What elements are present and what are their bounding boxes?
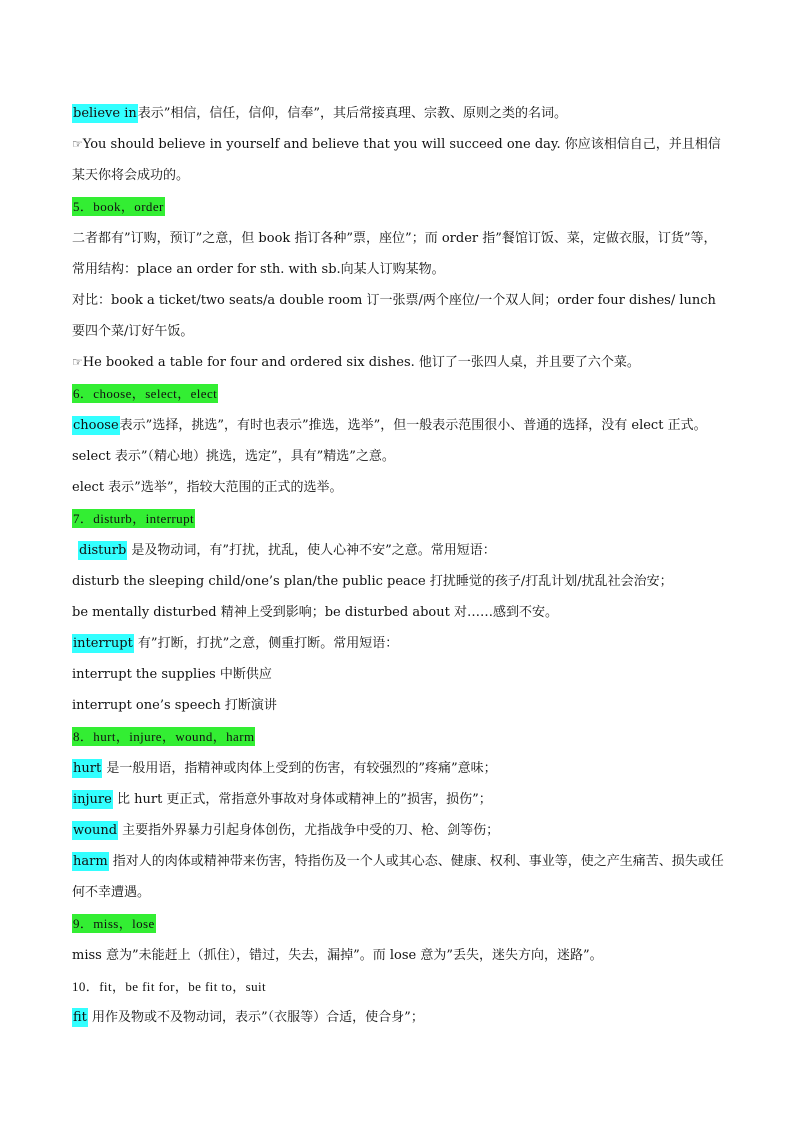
document-content	[72, 98, 724, 1033]
section-8-heading-line	[72, 721, 724, 753]
section-7-paragraph-1	[72, 535, 724, 566]
section-5-paragraph-1: 二者都有”订购，预订”之意，但 book 指订各种”票，座位”；而 order 指”餐馆订饭、菜，定做衣服，订货”等，常用结构：place an order for sth. with sb.向某人订购某物。	[72, 231, 717, 277]
section-6-heading: 6．choose，select，elect	[73, 386, 218, 401]
pointing-hand-icon: ☞	[72, 137, 83, 151]
believe-in-definition	[72, 98, 724, 129]
hurt-desc: 是一般用语，指精神或肉体上受到的伤害，有较强烈的”疼痛”意味；	[102, 761, 497, 776]
section-6-paragraph-1	[72, 410, 724, 472]
wound-definition	[72, 815, 724, 846]
section-5-example	[72, 347, 724, 378]
term-injure: injure	[73, 792, 112, 807]
section-10-heading: 10．fit，be fit for，be fit to，suit	[72, 979, 267, 994]
injure-definition	[72, 784, 724, 815]
hurt-definition	[72, 753, 724, 784]
injure-desc: 比 hurt 更正式，常指意外事故对身体或精神上的”损害，损伤”；	[112, 792, 492, 807]
believe-in-desc: 表示”相信，信任，信仰，信奉”，其后常接真理、宗教、原则之类的名词。	[137, 106, 568, 121]
term-choose: choose	[73, 418, 119, 433]
section-9-paragraph-1: miss 意为”未能赶上（抓住），错过，失去，漏掉”。而 lose 意为”丢失，迷失方向，迷路”。	[72, 948, 603, 963]
interrupt-desc: 有”打断，打扰”之意，侧重打断。常用短语：	[133, 636, 399, 651]
harm-definition	[72, 846, 724, 908]
wound-desc: 主要指外界暴力引起身体创伤，尤指战争中受的刀、枪、剑等伤；	[118, 823, 500, 838]
section-7-heading-line	[72, 503, 724, 535]
choose-desc: 表示”选择，挑选”，有时也表示”推选，选举”，但一般表示范围很小、普通的选择，没有 elect 正式。 select 表示”（精心地）挑选，选定”，具有”精选”之意。	[72, 418, 707, 464]
section-10-paragraph-1	[72, 1002, 724, 1033]
section-9-heading-line	[72, 908, 724, 940]
term-disturb: disturb	[79, 543, 127, 558]
term-fit: fit	[73, 1010, 87, 1025]
section-6-heading-line	[72, 378, 724, 410]
term-interrupt: interrupt	[73, 636, 133, 651]
term-wound: wound	[73, 823, 118, 838]
fit-desc: 用作及物或不及物动词，表示”（衣服等）合适，使合身”；	[87, 1010, 424, 1025]
pointing-hand-icon: ☞	[72, 355, 83, 369]
section-5-heading: 5．book，order	[73, 199, 164, 214]
believe-in-example	[72, 129, 724, 191]
section-8-heading: 8．hurt，injure，wound，harm	[73, 729, 255, 744]
term-hurt: hurt	[73, 761, 102, 776]
term-harm: harm	[73, 854, 108, 869]
section-7-paragraph-2: disturb the sleeping child/one’s plan/the public peace 打扰睡觉的孩子/打乱计划/扰乱社会治安；	[72, 574, 673, 589]
section-7-paragraph-5: interrupt the supplies 中断供应	[72, 667, 272, 682]
section-6-paragraph-2: elect 表示”选举”，指较大范围的正式的选举。	[72, 480, 343, 495]
section-5-heading-line	[72, 191, 724, 223]
disturb-desc: 是及物动词，有”打扰，扰乱，使人心神不安”之意。常用短语：	[127, 543, 496, 558]
section-7-paragraph-3: be mentally disturbed 精神上受到影响；be disturbed about 对……感到不安。	[72, 605, 558, 620]
section-5-paragraph-2: 对比：book a ticket/two seats/a double room 订一张票/两个座位/一个双人间；order four dishes/ lunch 要四个菜/订好午饭。	[72, 293, 716, 339]
section-7-paragraph-4	[72, 628, 724, 659]
harm-desc: 指对人的肉体或精神带来伤害，特指伤及一个人或其心态、健康、权利、事业等，使之产生痛苦、损失或任何不幸遭遇。	[72, 854, 724, 900]
section-7-heading: 7．disturb，interrupt	[73, 511, 194, 526]
section-5-example-text: He booked a table for four and ordered six dishes. 他订了一张四人桌，并且要了六个菜。	[82, 355, 640, 370]
section-7-paragraph-6: interrupt one’s speech 打断演讲	[72, 698, 277, 713]
believe-in-example-text: You should believe in yourself and believe that you will succeed one day. 你应该相信自己，并且相信某天你将会成功的。	[72, 137, 721, 183]
term-believe-in: believe in	[73, 106, 137, 121]
section-9-heading: 9．miss，lose	[73, 916, 155, 931]
